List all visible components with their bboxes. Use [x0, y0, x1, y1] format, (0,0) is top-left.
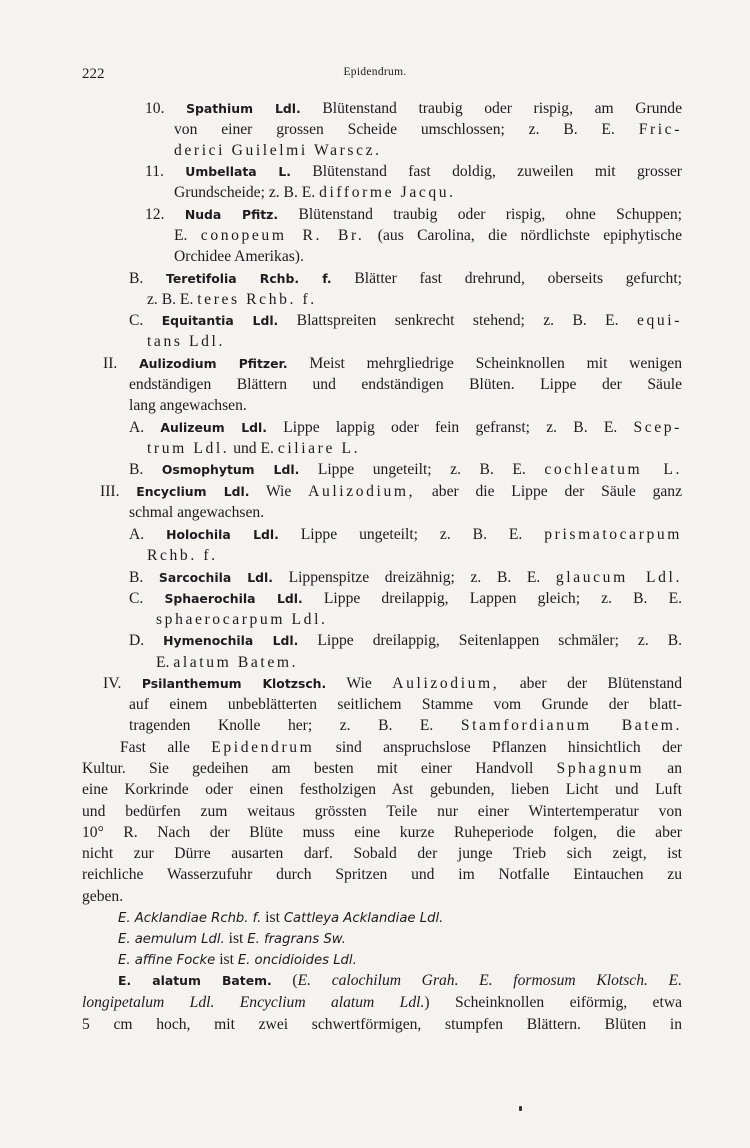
text-run: Blütenstand traubig oder rispig, ohne Schuppen; — [278, 206, 683, 223]
text-run: Stamfordianum Batem. — [460, 717, 682, 734]
text-line — [82, 825, 682, 841]
text-run: ist — [224, 930, 248, 947]
text-line — [174, 143, 382, 159]
text-line — [145, 164, 682, 180]
text-line — [129, 505, 264, 521]
text-run: Umbellata L. — [185, 164, 292, 179]
text-run: endständigen Blättern und endständigen Blüten. Lippe der Säule — [129, 376, 682, 393]
text-line — [118, 910, 443, 926]
text-line — [174, 228, 682, 244]
text-run: alatum Batem. — [173, 654, 299, 671]
text-run: Nuda Pfitz. — [184, 207, 279, 222]
text-run: Blätter fast drehrund, oberseits gefurcht; — [331, 270, 683, 287]
text-run: ciliare L. — [277, 440, 361, 457]
text-line — [147, 548, 218, 564]
text-line — [82, 804, 682, 820]
text-line — [120, 740, 682, 756]
text-line — [174, 185, 456, 201]
text-line — [145, 101, 682, 117]
text-line — [129, 420, 682, 436]
text-run: sphaerocarpum Ldl. — [156, 611, 328, 628]
text-run: sind anspruchslose Pflanzen hinsichtlich der — [314, 739, 682, 756]
text-run: ) Scheinknollen eiförmig, etwa — [424, 994, 682, 1011]
text-line — [82, 761, 682, 777]
text-run: Lippe ungeteilt; z. B. E. — [278, 526, 545, 543]
text-run: D. — [129, 632, 164, 649]
text-run: an — [644, 760, 682, 777]
text-run: Orchidee Amerikas). — [174, 248, 304, 265]
text-run: 10. — [145, 100, 187, 117]
text-run: E. — [156, 654, 174, 671]
text-run: Cattleya Acklandiae Ldl. — [283, 911, 444, 926]
text-line — [174, 249, 304, 265]
text-run: nicht zur Dürre ausarten darf. Sobald der junge Trieb sich zeigt, ist — [82, 845, 682, 862]
text-run: E. aemulum Ldl. — [118, 932, 225, 947]
text-run: ( — [271, 972, 298, 989]
text-run: ist — [261, 909, 284, 926]
text-line — [82, 995, 682, 1011]
text-run: E. — [174, 227, 201, 244]
text-run: A. — [129, 419, 161, 436]
text-run: teres Rchb. f. — [197, 291, 317, 308]
text-line — [147, 441, 360, 457]
text-line — [156, 655, 298, 671]
text-run: B. — [129, 569, 159, 586]
text-line — [174, 122, 682, 138]
text-run: Fast alle — [120, 739, 212, 756]
print-speck — [519, 1106, 522, 1111]
text-run: Aulizodium Pfitzer. — [139, 356, 288, 371]
text-run: IV. — [103, 675, 142, 692]
text-run: derici Guilelmi Warscz. — [174, 142, 382, 159]
text-run: prismatocarpum — [544, 526, 683, 543]
text-run: schmal angewachsen. — [129, 504, 265, 521]
text-run: und bedürfen zum weitaus grössten Teile nur einer Wintertemperatur von — [82, 803, 682, 820]
text-run: Sphagnum — [556, 760, 645, 777]
text-run: Blattspreiten senkrecht stehend; z. B. E. — [278, 312, 637, 329]
text-run: von einer grossen Scheide umschlossen; z. B. E. — [174, 121, 639, 138]
text-run: Lippe dreilappig, Lappen gleich; z. B. E. — [302, 590, 683, 607]
text-run: Psilanthemum Klotzsch. — [141, 676, 327, 691]
text-run: Equitantia Ldl. — [161, 313, 279, 328]
text-run: Meist mehrgliedrige Scheinknollen mit wenigen — [287, 355, 682, 372]
text-run: tans Ldl. — [147, 333, 225, 350]
text-line — [129, 527, 682, 543]
text-run: Teretifolia Rchb. f. — [166, 271, 332, 286]
text-run: cochleatum L. — [544, 461, 682, 478]
text-run: II. — [103, 355, 140, 372]
text-run: Hymenochila Ldl. — [163, 633, 299, 648]
text-line — [129, 633, 682, 649]
text-run: Wie — [249, 483, 309, 500]
text-run: III. — [100, 483, 137, 500]
text-run: (aus Carolina, die nördlichste epiphytische — [364, 227, 683, 244]
text-run: E. calochilum Grah. E. formosum Klotsch. E. — [297, 972, 682, 989]
text-run: E. alatum Batem. — [118, 973, 272, 988]
text-run: reichliche Wasserzufuhr durch Spritzen und im Notfalle Eintauchen zu — [82, 866, 682, 883]
text-run: Rchb. f. — [147, 547, 218, 564]
text-line — [118, 931, 346, 947]
text-run: Lippe dreilappig, Seitenlappen schmäler; z. B. — [298, 632, 682, 649]
text-line — [129, 462, 682, 478]
text-line — [147, 334, 225, 350]
text-line — [82, 1017, 682, 1033]
text-run: conopeum R. Br. — [200, 227, 365, 244]
text-run: Sphaerochila Ldl. — [164, 591, 303, 606]
text-line — [129, 718, 682, 734]
text-run: B. — [129, 270, 167, 287]
text-run: Grundscheide; z. B. E. — [174, 184, 320, 201]
text-line — [82, 782, 682, 798]
text-run: 10° R. Nach der Blüte muss eine kurze Ruheperiode folgen, die aber — [82, 824, 682, 841]
text-run: A. — [129, 526, 167, 543]
text-run: glaucum Ldl. — [555, 569, 682, 586]
text-line — [103, 356, 682, 372]
text-line — [82, 867, 682, 883]
text-line — [145, 207, 682, 223]
text-run: Blütenstand fast doldig, zuweilen mit grosser — [291, 163, 682, 180]
text-run: z. B. E. — [147, 291, 198, 308]
text-line — [82, 846, 682, 862]
text-run: Blütenstand traubig oder rispig, am Grunde — [300, 100, 682, 117]
text-run: Encyclium Ldl. — [136, 484, 250, 499]
text-run: Lippe lappig oder fein gefranst; z. B. E. — [267, 419, 634, 436]
text-line — [82, 889, 123, 905]
text-run: Aulizodium, — [392, 675, 500, 692]
text-run: E. affine Focke — [118, 953, 216, 968]
text-line — [100, 484, 682, 500]
text-line — [103, 676, 682, 692]
text-line — [129, 591, 682, 607]
text-line — [129, 398, 247, 414]
text-run: 11. — [145, 163, 186, 180]
text-run: aber der Blütenstand — [499, 675, 682, 692]
text-run: Holochila Ldl. — [166, 527, 279, 542]
text-run: Aulizodium, — [308, 483, 416, 500]
text-run: geben. — [82, 888, 124, 905]
text-run: aber die Lippe der Säule ganz — [415, 483, 683, 500]
page-number: 222 — [82, 66, 105, 82]
text-run: 12. — [145, 206, 185, 223]
text-run: Kultur. Sie gedeihen am besten mit einer Handvoll — [82, 760, 557, 777]
text-run: tragenden Knolle her; z. B. E. — [129, 717, 461, 734]
text-run: Osmophytum Ldl. — [161, 462, 300, 477]
text-run: E. fragrans Sw. — [247, 932, 346, 947]
text-run: C. — [129, 590, 165, 607]
text-run: C. — [129, 312, 162, 329]
text-run: Spathium Ldl. — [186, 101, 301, 116]
text-run: Sarcochila Ldl. — [158, 570, 273, 585]
text-line — [129, 377, 682, 393]
text-run: trum Ldl. — [147, 440, 230, 457]
text-run: difforme Jacqu. — [319, 184, 456, 201]
text-line — [129, 313, 682, 329]
running-title: Epidendrum. — [343, 66, 407, 78]
text-line — [147, 292, 317, 308]
text-run: Lippe ungeteilt; z. B. E. — [299, 461, 545, 478]
text-line — [118, 952, 357, 968]
text-run: ist — [215, 951, 238, 968]
text-run: Aulizeum Ldl. — [160, 420, 268, 435]
text-run: 5 cm hoch, mit zwei schwertförmigen, stumpfen Blättern. Blüten in — [82, 1016, 682, 1033]
text-line — [129, 570, 682, 586]
text-line — [129, 697, 682, 713]
text-run: Lippenspitze dreizähnig; z. B. E. — [272, 569, 556, 586]
text-run: auf einem unbeblätterten seitlichem Stamme vom Grunde der blatt- — [129, 696, 682, 713]
text-run: B. — [129, 461, 162, 478]
text-line — [118, 973, 682, 989]
text-run: E. Acklandiae Rchb. f. — [118, 911, 262, 926]
text-run: Scep- — [633, 419, 682, 436]
text-run: und E. — [229, 440, 278, 457]
text-line — [156, 612, 328, 628]
text-run: eine Korkrinde oder einen festholzigen Ast gebunden, lieben Licht und Luft — [82, 781, 682, 798]
text-run: Wie — [326, 675, 393, 692]
text-run: Epidendrum — [211, 739, 315, 756]
text-run: equi- — [636, 312, 683, 329]
text-run: longipetalum Ldl. Encyclium alatum Ldl. — [82, 994, 425, 1011]
text-run: lang angewachsen. — [129, 397, 247, 414]
text-run: Fric- — [638, 121, 682, 138]
text-line — [129, 271, 682, 287]
text-run: E. oncidioides Ldl. — [237, 953, 357, 968]
